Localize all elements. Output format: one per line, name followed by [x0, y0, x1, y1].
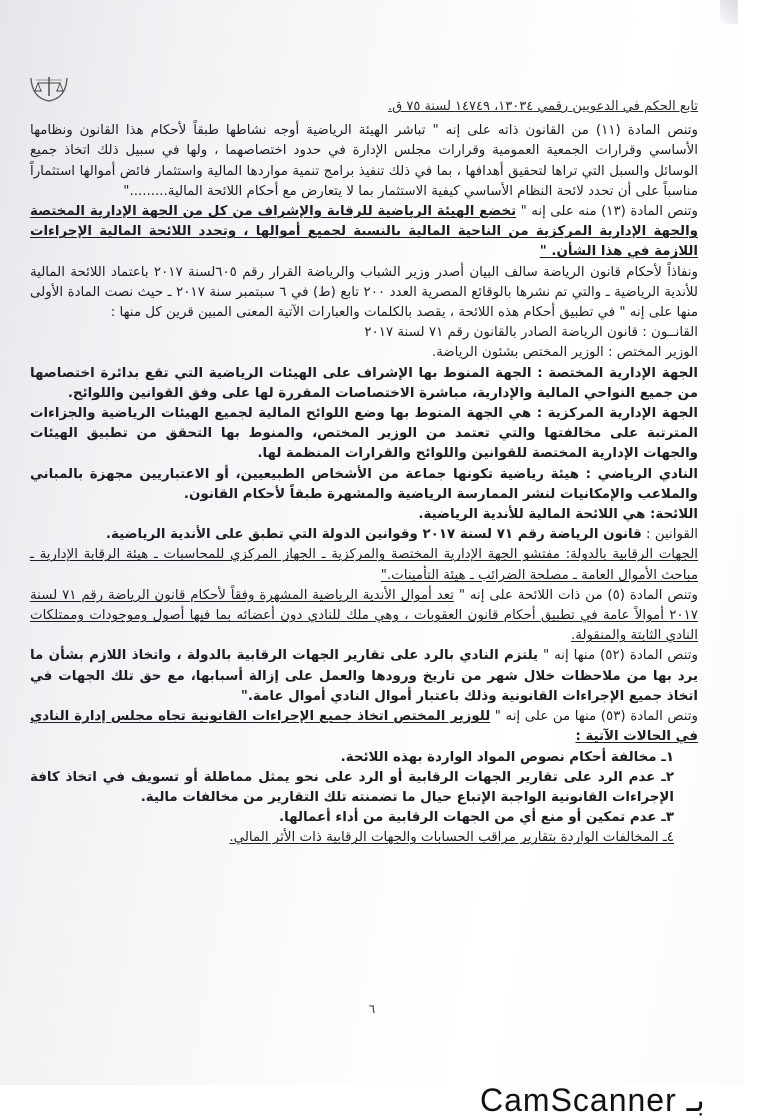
definition-term: القوانين :: [641, 527, 698, 543]
article-5-quote: تعد أموال الأندية الرياضية المشهرة وفقاً لأحكام قانون الرياضة رقم ٧١ لسنة ٢٠١٧ أموالاً عامة في تطبيق أحكام قانون العقوبات ، وهي ملك للنادي دون أعضائه بما فيها أصول وموجودات وممتلكات النادي الثابتة والمنقولة.: [30, 587, 698, 644]
case-item-1: ١ـ مخالفة أحكام نصوص المواد الواردة بهذه اللائحة.: [340, 749, 674, 765]
page-number: ٦: [368, 1002, 376, 1016]
definition-central-authority: [30, 404, 698, 465]
definition-laws: [30, 525, 698, 545]
definition-term: الجهة الإدارية المركزية :: [531, 406, 698, 422]
paragraph-article-52: [30, 646, 698, 707]
definition-text: قانون الرياضة الصادر بالقانون رقم ٧١ لسنة ٢٠١٧: [364, 325, 638, 341]
article-13-quote: تخضع الهيئة الرياضية للرقابة والإشراف من كل من الجهة الإدارية المختصة والجهة الإدارية المركزية من الناحية المالية بالنسبة لجميع أموالها ، وتحدد اللائحة المالية الإجراءات اللازمة في هذا الشأن. ": [30, 204, 698, 260]
definition-term: الجهة الإدارية المختصة :: [531, 365, 698, 381]
article-53-prefix: وتنص المادة (٥٣) منها من على إنه ": [490, 709, 698, 725]
article-52-prefix: وتنص المادة (٥٢) منها إنه ": [538, 648, 698, 664]
definition-term: القانــون :: [637, 325, 698, 341]
definition-minister: [30, 343, 698, 363]
document-body: [30, 97, 698, 849]
definition-text: الجهة المنوط بها الإشراف على الهيئات الرياضية التي تقع بدائرة اختصاصها من جميع النواحي المالية والإدارية، مباشرة الاختصاصات المقررة لها على وفق القوانين واللوائح.: [30, 365, 698, 401]
case-item-4: ٤ـ المخالفات الواردة بتقارير مراقب الحسابات والجهات الرقابية ذات الأثر المالي.: [229, 830, 674, 846]
article-53-quote: للوزير المختص اتخاذ جميع الإجراءات القانونية تجاه مجلس إدارة النادي في الحالات الآتية :: [30, 709, 698, 745]
article-52-quote: يلتزم النادي بالرد على تقارير الجهات الرقابية بالدولة ، واتخاذ اللازم بشأن ما يرد بها من ملاحظات خلال شهر من تاريخ ورودها والعمل على إزالة أسبابها، مع حق تلك الجهات في اتخاذ جميع الإجراءات القانونية وذلك باعتبار أموال النادي أموال عامة.": [30, 648, 698, 704]
camscanner-watermark: CamScanner بـ: [480, 1082, 705, 1118]
definition-oversight-bodies: [30, 545, 698, 585]
article-13-prefix: وتنص المادة (١٣) منه على إنه ": [516, 204, 698, 220]
definition-term: الجهات الرقابية بالدولة:: [559, 547, 698, 563]
definition-sports-club: [30, 465, 698, 505]
definition-term: الوزير المختص :: [603, 345, 698, 361]
paragraph-article-53: [30, 707, 698, 747]
definition-term: اللائحة:: [645, 507, 698, 523]
definition-text: مفتشو الجهة الإدارية المختصة والمركزية ـ الجهاز المركزي للمحاسبات ـ هيئة الرقابة الإدارية ـ مباحث الأموال العامة ـ مصلحة الضرائب ـ هيئة التأمينات.": [30, 547, 698, 583]
paragraph-article-13: [30, 202, 698, 263]
definition-text: قانون الرياضة رقم ٧١ لسنة ٢٠١٧ وقوانين الدولة التي تطبق على الأندية الرياضية.: [105, 527, 642, 543]
case-item-2: ٢ـ عدم الرد على تقارير الجهات الرقابية أو الرد على نحو يمثل مماطلة أو تسويف في اتخاذ كافة الإجراءات القانونية الواجبة الإتباع حيال ما تضمنته تلك التقارير من مخالفات مالية.: [30, 769, 674, 805]
definition-competent-authority: [30, 364, 698, 404]
case-item-3: ٣ـ عدم تمكين أو منع أي من الجهات الرقابية من أداء أعمالها.: [279, 810, 674, 826]
definition-text: هي الجهة المنوط بها وضع اللوائح المالية لجميع الهيئات الرياضية والجزاءات المترتبة على مخالفتها والتي تعتمد من الوزير المختص، والمنوط بها التحقق من تطبيق الهيئات والجهات الإدارية المختصة للقوانين واللوائح والقرارات المنظمة لها.: [30, 406, 698, 462]
paragraph-decree-605: ونفاذاً لأحكام قانون الرياضة سالف البيان أصدر وزير الشباب والرياضة القرار رقم ٦٠٥لسنة ٢٠١٧ باعتماد اللائحة المالية للأندية الرياضية ـ والتي تم نشرها بالوقائع المصرية العدد ٢٠٠ تابع (ط) في ٦ سبتمبر سنة ٢٠١٧ ـ حيث نصت المادة الأولى منها على إنه " في تطبيق أحكام هذه اللائحة ، يقصد بالكلمات والعبارات الآتية المعنى المبين قرين كل منها :: [30, 264, 698, 321]
page-heading: تابع الحكم في الدعويين رقمي ١٣٠٣٤، ١٤٧٤٩ لسنة ٧٥ ق.: [388, 99, 698, 114]
definition-text: هي اللائحة المالية للأندية الرياضية.: [418, 507, 646, 523]
corner-shadow: [720, 0, 738, 24]
definition-text: هيئة رياضية تكونها جماعة من الأشخاص الطبيعيين، أو الاعتباريين مجهزة بالمباني والملاعب والإمكانيات لنشر الممارسة الرياضية والمشهرة طبقاً لأحكام القانون.: [30, 466, 698, 502]
definition-law: [30, 323, 698, 343]
definition-term: النادي الرياضي :: [578, 466, 698, 482]
article-5-prefix: وتنص المادة (٥) من ذات اللائحة على إنه ": [453, 587, 698, 603]
definition-regulation: [30, 505, 698, 525]
definition-text: الوزير المختص بشئون الرياضة.: [431, 345, 604, 361]
paragraph-article-5: [30, 586, 698, 647]
paragraph-article-11: وتنص المادة (١١) من القانون ذاته على إنه " تباشر الهيئة الرياضية أوجه نشاطها طبقاً لأحكام هذا القانون ونظامها الأساسي وقرارات الجمعية العمومية وقرارات مجلس الإدارة في حدود اختصاصهما ، ولها في سبيل ذلك اتخاذ جميع الوسائل والسبل التي تراها لتحقيق أهدافها ، بما في ذلك تنفيذ برامج تنمية مواردها المالية واستثمار فائض أموالها استثماراً مناسباً على أن تحدد لائحة النظام الأساسي كيفية الاستثمار بما لا يتعارض مع أحكام اللائحة المالية.........": [30, 123, 698, 199]
